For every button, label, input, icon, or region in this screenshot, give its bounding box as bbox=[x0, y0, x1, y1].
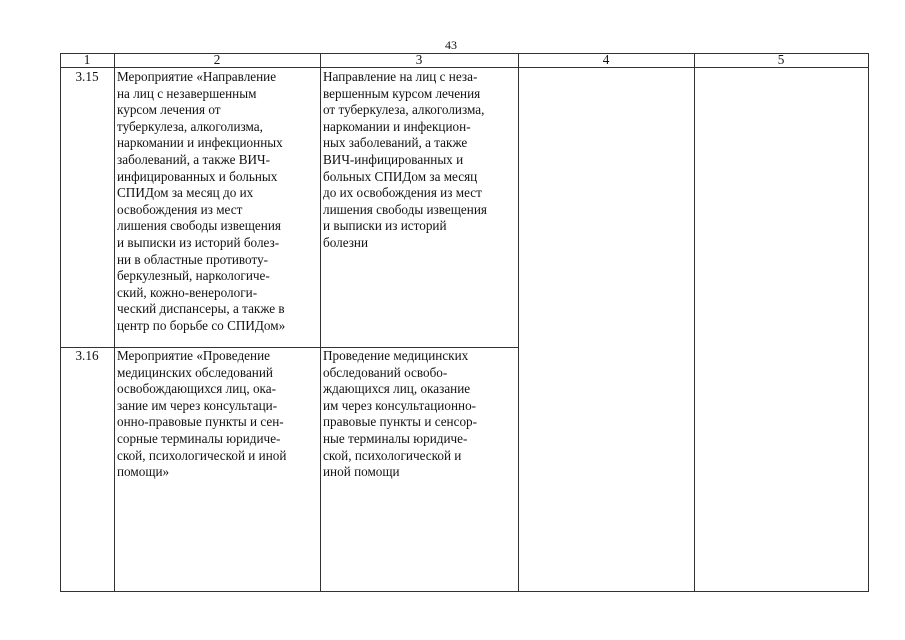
text-line: правовые пункты и сенсор- bbox=[323, 414, 478, 430]
text-line: туберкулеза, алкоголизма, bbox=[117, 118, 263, 134]
header-col-5: 5 bbox=[777, 52, 785, 67]
header-col-2: 2 bbox=[213, 52, 221, 67]
header-col-4: 4 bbox=[602, 52, 610, 67]
text-line: ский, кожно-венерологи- bbox=[117, 284, 258, 300]
text-line: наркомании и инфекцион- bbox=[323, 118, 471, 134]
row-3-16-description bbox=[323, 348, 477, 481]
text-line: болезни bbox=[323, 234, 369, 250]
row-3-15-event bbox=[117, 69, 285, 335]
text-line: до их освобождения из мест bbox=[323, 185, 482, 201]
header-divider bbox=[60, 67, 869, 68]
header-col-1: 1 bbox=[83, 52, 91, 67]
table-border-bottom bbox=[60, 591, 869, 592]
text-line: освобождающихся лиц, ока- bbox=[117, 381, 276, 397]
col-border bbox=[60, 53, 61, 592]
row-3-15-description bbox=[323, 69, 487, 252]
text-line: Направление на лиц с неза- bbox=[323, 69, 478, 84]
text-line: инфицированных и больных bbox=[117, 168, 278, 184]
text-line: лишения свободы извещения bbox=[117, 218, 281, 234]
text-line: ской, психологической и bbox=[323, 447, 462, 463]
text-line: онно-правовые пункты и сен- bbox=[117, 414, 284, 430]
text-line: обследований освобо- bbox=[323, 364, 448, 380]
text-line: Проведение медицинских bbox=[323, 348, 469, 363]
text-line: ни в областные противоту- bbox=[117, 251, 269, 267]
col-border bbox=[694, 53, 695, 592]
text-line: ные терминалы юридиче- bbox=[323, 430, 468, 446]
text-line: ческий диспансеры, а также в bbox=[117, 301, 285, 317]
text-line: зание им через консультаци- bbox=[117, 397, 278, 413]
col-border bbox=[114, 53, 115, 592]
text-line: и выписки из историй bbox=[323, 218, 447, 234]
text-line: беркулезный, наркологиче- bbox=[117, 268, 270, 284]
col-border bbox=[868, 53, 869, 592]
text-line: СПИДом за месяц до их bbox=[117, 185, 254, 201]
text-line: больных СПИДом за месяц bbox=[323, 168, 478, 184]
text-line: центр по борьбе со СПИДом» bbox=[117, 317, 286, 333]
page-number: 43 bbox=[445, 38, 457, 52]
text-line: медицинских обследований bbox=[117, 364, 273, 380]
header-col-3: 3 bbox=[415, 52, 423, 67]
text-line: и выписки из историй болез- bbox=[117, 234, 280, 250]
text-line: вершенным курсом лечения bbox=[323, 85, 481, 101]
col-border bbox=[320, 53, 321, 592]
text-line: Мероприятие «Направление bbox=[117, 69, 277, 84]
text-line: сорные терминалы юридиче- bbox=[117, 430, 281, 446]
text-line: заболеваний, а также ВИЧ- bbox=[117, 151, 271, 167]
text-line: ждающихся лиц, оказание bbox=[323, 381, 471, 397]
text-line: ных заболеваний, а также bbox=[323, 135, 468, 151]
col-border bbox=[518, 53, 519, 592]
text-line: ВИЧ-инфицированных и bbox=[323, 151, 464, 167]
text-line: наркомании и инфекционных bbox=[117, 135, 283, 151]
row-number: 3.15 bbox=[75, 69, 99, 84]
row-number: 3.16 bbox=[75, 348, 99, 363]
text-line: Мероприятие «Проведение bbox=[117, 348, 271, 363]
text-line: лишения свободы извещения bbox=[323, 201, 487, 217]
text-line: освобождения из мест bbox=[117, 201, 243, 217]
text-line: иной помощи bbox=[323, 464, 400, 480]
row-3-16-event bbox=[117, 348, 286, 481]
text-line: ской, психологической и иной bbox=[117, 447, 287, 463]
text-line: от туберкулеза, алкоголизма, bbox=[323, 102, 485, 118]
text-line: на лиц с незавершенным bbox=[117, 85, 257, 101]
text-line: им через консультационно- bbox=[323, 397, 477, 413]
text-line: помощи» bbox=[117, 464, 170, 480]
text-line: курсом лечения от bbox=[117, 102, 221, 118]
